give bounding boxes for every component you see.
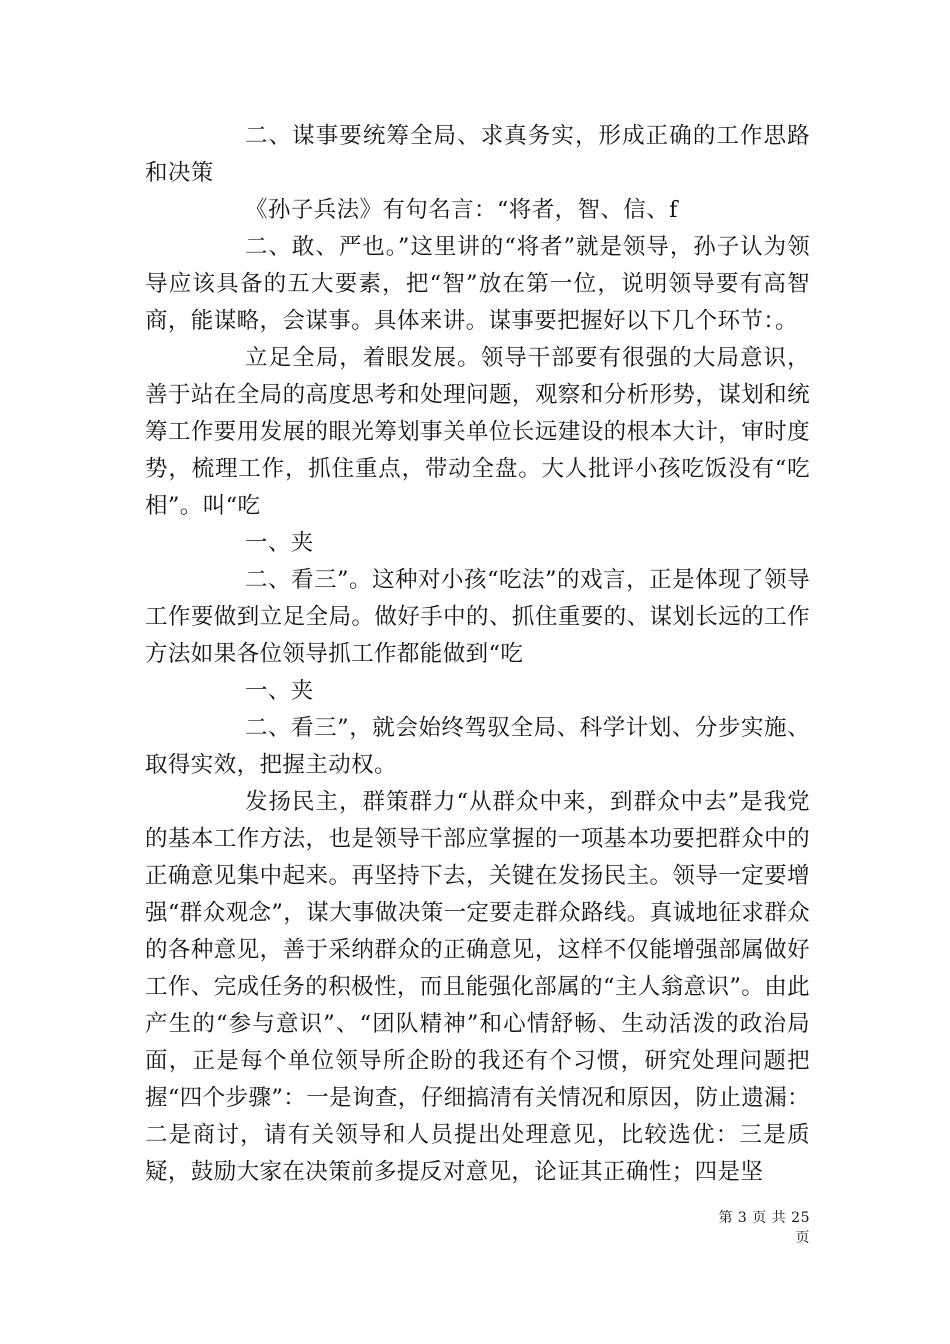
paragraph: 二、敢、严也。”这里讲的“将者”就是领导，孙子认为领导应该具备的五大要素，把“智”放在第一位，说明领导要有高智商，能谋略，会谋事。具体来讲。谋事要把握好以下几个环节：。 [145,234,810,334]
paragraph: 二、看三”，就会始终驾驭全局、科学计划、分步实施、取得实效，把握主动权。 [145,715,810,778]
paragraph: 一、夹 [245,678,314,704]
paragraph: 《孙子兵法》有句名言：“将者，智、信、f [245,197,678,223]
paragraph-heading: 二、谋事要统筹全局、求真务实，形成正确的工作思路和决策 [145,123,810,186]
body-text [145,118,810,1191]
paragraph: 一、夹 [245,530,314,556]
page-number-footer: 第 3 页 共 25 页 [718,1210,810,1246]
paragraph: 二、看三”。这种对小孩“吃法”的戏言，正是体现了领导工作要做到立足全局。做好手中的、抓住重要的、谋划长远的工作方法如果各位领导抓工作都能做到“吃 [145,567,810,667]
paragraph: 发扬民主，群策群力“从群众中来，到群众中去”是我党的基本工作方法，也是领导干部应掌握的一项基本功要把群众中的正确意见集中起来。再坚持下去，关键在发扬民主。领导一定要增强“群众观念”，谋大事做决策一定要走群众路线。真诚地征求群众的各种意见，善于采纳群众的正确意见，这样不仅能增强部属做好工作、完成任务的积极性，而且能强化部属的“主人翁意识”。由此产生的“参与意识”、“团队精神”和心情舒畅、生动活泼的政治局面，正是每个单位领导所企盼的我还有个习惯，研究处理问题把握“四个步骤”：一是询查，仔细搞清有关情况和原因，防止遗漏：二是商讨，请有关领导和人员提出处理意见，比较选优：三是质疑，鼓励大家在决策前多提反对意见，论证其正确性；四是坚 [145,789,811,1185]
paragraph: 立足全局，着眼发展。领导干部要有很强的大局意识，善于站在全局的高度思考和处理问题，观察和分析形势，谋划和统筹工作要用发展的眼光筹划事关单位长远建设的根本大计，审时度势，梳理工作，抓住重点，带动全盘。大人批评小孩吃饭没有“吃相”。叫“吃 [145,345,810,519]
